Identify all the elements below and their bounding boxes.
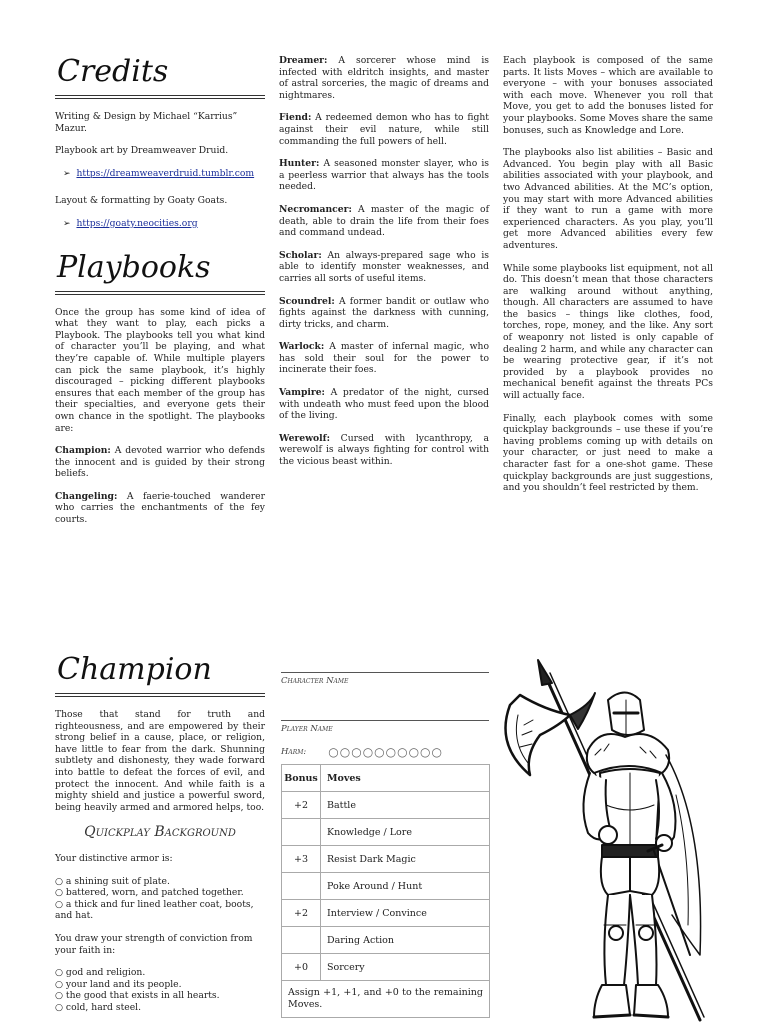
credit-layout: Layout & formatting by Goaty Goats.: [55, 195, 228, 207]
art-link[interactable]: https://dreamweaverdruid.tumblr.com: [76, 167, 255, 179]
paragraph: While some playbooks list equipment, not all do. This doesn’t mean that those characters are walking around without anything, though. All characters are assumed to have the basics – things like clothes, food, torches, rope, money, and the like. Any sort of weaponry not listed is only capable of dealing 2 harm, and while any character can be wearing protective gear, if it’s not provided by a playbook provides no mechanical benefit against the threats PCs will actually face.: [503, 262, 713, 402]
credit-writing: Writing & Design by Michael “Karrius” Mazur.: [55, 111, 238, 134]
credit-art: Playbook art by Dreamweaver Druid.: [55, 145, 229, 157]
table-row: [282, 792, 490, 819]
armor-question: Your distinctive armor is:: [55, 852, 173, 864]
harm-row: [281, 742, 489, 762]
layout-link[interactable]: https://goaty.neocities.org: [76, 217, 198, 229]
faith-question: You draw your strength of conviction from your faith in:: [55, 932, 253, 956]
harm-label: Harm:: [281, 747, 307, 757]
move-cell: Daring Action: [321, 927, 490, 954]
column-left: [55, 55, 265, 537]
paragraph: Each playbook is composed of the same parts. It lists Moves – which are available to everyone – with your bonuses associated with each move. Whenever you roll that Move, you get to add the bonuses listed for your playbooks. Some Moves share the same bonuses, such as Knowledge and Lore.: [503, 55, 713, 136]
column-right: [503, 55, 713, 505]
table-row: [282, 900, 490, 927]
bonus-cell[interactable]: +2: [282, 792, 321, 819]
arrow-bullet-icon: ➢: [63, 168, 71, 179]
harm-track[interactable]: ○○○○○○○○○○: [328, 745, 443, 759]
table-row: [282, 873, 490, 900]
layout-link-item: [63, 218, 265, 231]
move-cell: Poke Around / Hunt: [321, 873, 490, 900]
character-sheet: [281, 672, 489, 1018]
arrow-bullet-icon: ➢: [63, 218, 71, 229]
champion-section: [55, 653, 265, 1013]
armor-option[interactable]: ○ battered, worn, and patched together.: [55, 887, 244, 899]
credits-heading: Credits: [57, 54, 169, 89]
playbook-entry: Changeling: A faerie-touched wanderer who carries the enchantments of the fey courts.: [55, 490, 265, 526]
player-name-field[interactable]: Player Name: [281, 720, 489, 760]
champion-intro: Those that stand for truth and righteousness, and are empowered by their strong belief in a cause, place, or religion, have little to fear from the dark. Shunning subtlety and dishonesty, they wade forward into battle to defeat the forces of evil, and protect the innocent. And while faith is a mighty shield and justice a powerful sword, being heavily armed and armored helps, too.: [55, 709, 265, 813]
faith-option[interactable]: ○ god and religion.: [55, 967, 146, 979]
armor-option[interactable]: ○ a thick and fur lined leather coat, boots, and hat.: [55, 898, 254, 922]
bonus-header: Bonus: [282, 765, 321, 792]
table-row: [282, 846, 490, 873]
playbook-entry: Necromancer: A master of the magic of death, able to drain the life from their foes and command undead.: [279, 203, 489, 239]
table-header-row: [282, 765, 490, 792]
move-cell: Resist Dark Magic: [321, 846, 490, 873]
heading-rule: [55, 95, 265, 99]
table-row: [282, 927, 490, 954]
armor-option[interactable]: ○ a shining suit of plate.: [55, 875, 170, 887]
playbook-entry: Dreamer: A sorcerer whose mind is infected with eldritch insights, and master of astral sorceries, the magic of dreams and nightmares.: [279, 55, 489, 101]
heading-rule: [55, 291, 265, 295]
playbook-entry: Hunter: A seasoned monster slayer, who is a peerless warrior that always has the tools needed.: [279, 158, 489, 193]
art-link-item: [63, 168, 265, 181]
playbook-entry: Vampire: A predator of the night, cursed with undeath who must feed upon the blood of the living.: [279, 387, 489, 422]
playbook-entry: Champion: A devoted warrior who defends the innocent and is guided by their strong beliefs.: [55, 445, 265, 480]
bonus-cell[interactable]: +2: [282, 900, 321, 927]
bonus-cell[interactable]: [282, 873, 321, 900]
move-cell: Sorcery: [321, 954, 490, 981]
move-cell: Interview / Convince: [321, 900, 490, 927]
moves-table: [281, 764, 490, 1018]
table-row: [282, 954, 490, 981]
playbook-entry: Werewolf: Cursed with lycanthropy, a werewolf is always fighting for control with the vicious beast within.: [279, 432, 489, 468]
bonus-cell[interactable]: [282, 819, 321, 846]
playbook-entry: Warlock: A master of infernal magic, who has sold their soul for the power to incinerate their foes.: [279, 341, 489, 376]
assign-note: Assign +1, +1, and +0 to the remaining Moves.: [282, 981, 490, 1018]
column-middle: [279, 55, 489, 479]
quickplay-heading: Quickplay Background: [84, 824, 236, 841]
faith-option[interactable]: ○ cold, hard steel.: [55, 1001, 142, 1013]
playbook-entry: Scholar: An always-prepared sage who is able to identify monster weaknesses, and carries all sorts of useful items.: [279, 249, 489, 284]
paragraph: Finally, each playbook comes with some quickplay backgrounds – use these if you’re having problems coming up with details on your character, or just need to make a character fast for a one-shot game. These quickplay backgrounds are just suggestions, and you shouldn’t feel restricted by them.: [503, 412, 713, 494]
heading-rule: [55, 693, 265, 697]
table-row: [282, 819, 490, 846]
table-row: [282, 981, 490, 1018]
move-cell: Battle: [321, 792, 490, 819]
bonus-cell[interactable]: +3: [282, 846, 321, 873]
bonus-cell[interactable]: +0: [282, 954, 321, 981]
armor-options: [55, 876, 265, 922]
character-name-field[interactable]: Character Name: [281, 672, 489, 712]
playbook-entry: Fiend: A redeemed demon who has to fight against their evil nature, while still commanding the full powers of hell.: [279, 112, 489, 147]
paragraph: The playbooks also list abilities – Basic and Advanced. You begin play with all Basic abilities associated with your playbook, and two Advanced abilities. At the MC’s option, you may start with more Advanced abilities if they want to run a game with more experienced characters. As you play, you’ll get more Advanced abilities every few adventures.: [503, 147, 713, 251]
bonus-cell[interactable]: [282, 927, 321, 954]
faith-options: [55, 967, 265, 1013]
moves-header: Moves: [321, 765, 490, 792]
playbook-entry: Scoundrel: A former bandit or outlaw who fights against the darkness with cunning, dirty tricks, and charm.: [279, 295, 489, 330]
champion-knight-illustration: [490, 655, 768, 1024]
playbooks-intro: Once the group has some kind of idea of what they want to play, each picks a Playbook. The playbooks tell you what kind of character you’ll be playing, and what they’re capable of. While multiple players can pick the same playbook, it’s highly discouraged – picking different playbooks ensures that each member of the group has their specialties, and everyone gets their own chance in the spotlight. The playbooks are:: [55, 306, 265, 434]
playbooks-heading: Playbooks: [57, 249, 211, 285]
champion-heading: Champion: [57, 652, 212, 687]
move-cell: Knowledge / Lore: [321, 819, 490, 846]
faith-option[interactable]: ○ the good that exists in all hearts.: [55, 990, 220, 1002]
faith-option[interactable]: ○ your land and its people.: [55, 978, 182, 990]
